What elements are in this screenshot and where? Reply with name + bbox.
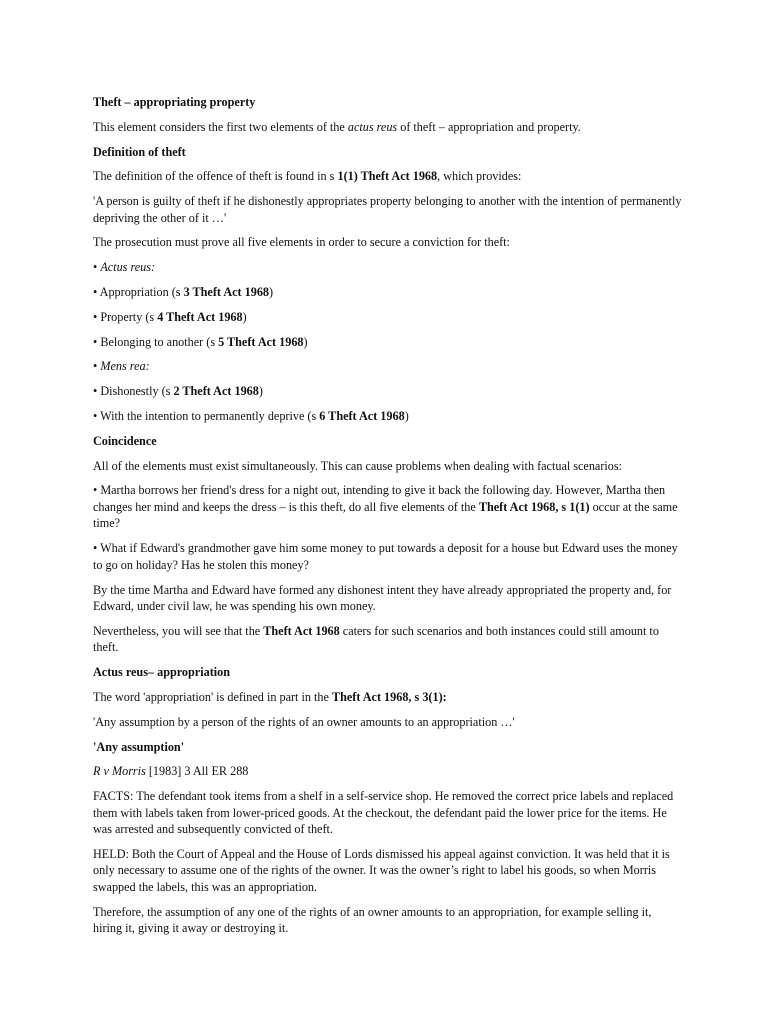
- bullet-intention-post: ): [404, 409, 409, 424]
- appropriation-defined-pre: The word 'appropriation' is defined in part in the: [93, 689, 332, 704]
- bullet-dishonestly: [93, 383, 683, 400]
- therefore-paragraph: Therefore, the assumption of any one of the rights of an owner amounts to an appropriation, for example selling it, hiring it, giving it away or destroying it.: [93, 904, 652, 936]
- bullet-mens-rea-text: Mens rea:: [100, 359, 150, 374]
- bullet-property-pre: • Property (s: [93, 309, 158, 324]
- heading-any-assumption: 'Any assumption': [93, 739, 185, 754]
- bullet-belonging-bold: 5 Theft Act 1968: [218, 334, 304, 349]
- appropriation-defined: [93, 689, 683, 706]
- martha-bold: Theft Act 1968, s 1(1): [478, 499, 590, 514]
- heading-actus-reus: Actus reus– appropriation: [93, 665, 231, 680]
- martha-pre: • Martha borrows her friend's dress for a night out, intending to give it back the following day. However, Martha then changes her mind and keeps the dress – is this theft, do all five elements of the: [93, 483, 666, 514]
- bullet-appropriation-post: ): [269, 285, 274, 300]
- bullet-mens-rea: • Mens rea:: [93, 359, 150, 374]
- nevertheless-bold: Theft Act 1968: [263, 623, 340, 638]
- bullet-intention-bold: 6 Theft Act 1968: [319, 409, 405, 424]
- intro-paragraph: [93, 119, 683, 136]
- bullet-intention-pre: • With the intention to permanently deprive (s: [93, 409, 320, 424]
- bullet-intention: [93, 408, 683, 425]
- case-citation: [93, 763, 683, 780]
- held-paragraph: HELD: Both the Court of Appeal and the House of Lords dismissed his appeal against conviction. It was held that it is only necessary to assume one of the rights of the owner. It was the owner’s right to label his goods, so when Morris swapped the labels, this was an appropriation.: [93, 846, 670, 894]
- bullet-actus-reus: • Actus reus:: [93, 260, 156, 275]
- martha-paragraph: [93, 482, 683, 532]
- prosecution-line: The prosecution must prove all five elements in order to secure a conviction for theft:: [93, 235, 510, 250]
- heading-main: Theft – appropriating property: [93, 95, 256, 109]
- bullet-appropriation-bold: 3 Theft Act 1968: [183, 285, 270, 300]
- definition-line: [93, 168, 683, 185]
- bullet-property-post: ): [242, 309, 247, 324]
- nevertheless-pre: Nevertheless, you will see that the: [93, 623, 264, 638]
- definition-bold: 1(1) Theft Act 1968: [337, 169, 438, 184]
- bullet-belonging: [93, 334, 683, 351]
- bullet-property-bold: 4 Theft Act 1968: [157, 309, 243, 324]
- heading-definition: Definition of theft: [93, 144, 186, 159]
- document-page: [93, 94, 683, 945]
- bullet-dishonestly-pre: • Dishonestly (s: [93, 384, 174, 399]
- bullet-dishonestly-bold: 2 Theft Act 1968: [173, 384, 259, 399]
- bullet-actus-reus-text: Actus reus:: [100, 260, 156, 275]
- martha-post: occur at the same time?: [93, 499, 678, 531]
- intro-post: of theft – appropriation and property.: [397, 119, 581, 134]
- definition-post: , which provides:: [437, 169, 522, 184]
- bullet-appropriation: [93, 284, 683, 301]
- by-the-time-paragraph: By the time Martha and Edward have formed any dishonest intent they have already appropriated the property and, for Edward, under civil law, he was spending his own money.: [93, 582, 672, 614]
- bullet-belonging-post: ): [303, 334, 308, 349]
- bullet-belonging-pre: • Belonging to another (s: [93, 334, 219, 349]
- case-name: R v Morris: [93, 764, 146, 779]
- appropriation-defined-bold: Theft Act 1968, s 3(1):: [331, 689, 447, 704]
- definition-quote: 'A person is guilty of theft if he dishonestly appropriates property belonging to another with the intention of permanently depriving the other of it …': [93, 194, 682, 225]
- nevertheless-post: caters for such scenarios and both instances could still amount to theft.: [93, 623, 659, 655]
- coincidence-line: All of the elements must exist simultaneously. This can cause problems when dealing with factual scenarios:: [93, 458, 623, 473]
- bullet-appropriation-pre: • Appropriation (s: [93, 285, 184, 300]
- edward-paragraph: • What if Edward's grandmother gave him some money to put towards a deposit for a house but Edward uses the money to go on holiday? Has he stolen this money?: [93, 541, 678, 572]
- facts-paragraph: FACTS: The defendant took items from a shelf in a self-service shop. He removed the correct price labels and replaced them with labels taken from lower-priced goods. At the checkout, the defendant paid the lower price for the items. He was arrested and subsequently convicted of theft.: [93, 789, 674, 837]
- definition-pre: The definition of the offence of theft is found in s: [93, 169, 338, 184]
- intro-em: actus reus: [347, 119, 398, 134]
- heading-coincidence: Coincidence: [93, 433, 157, 448]
- bullet-property: [93, 309, 683, 326]
- case-reference: [1983] 3 All ER 288: [145, 764, 249, 779]
- nevertheless-paragraph: [93, 623, 683, 656]
- appropriation-quote: 'Any assumption by a person of the rights of an owner amounts to an appropriation …': [93, 714, 515, 729]
- bullet-dishonestly-post: ): [258, 384, 263, 399]
- intro-pre: This element considers the first two elements of the: [93, 119, 348, 134]
